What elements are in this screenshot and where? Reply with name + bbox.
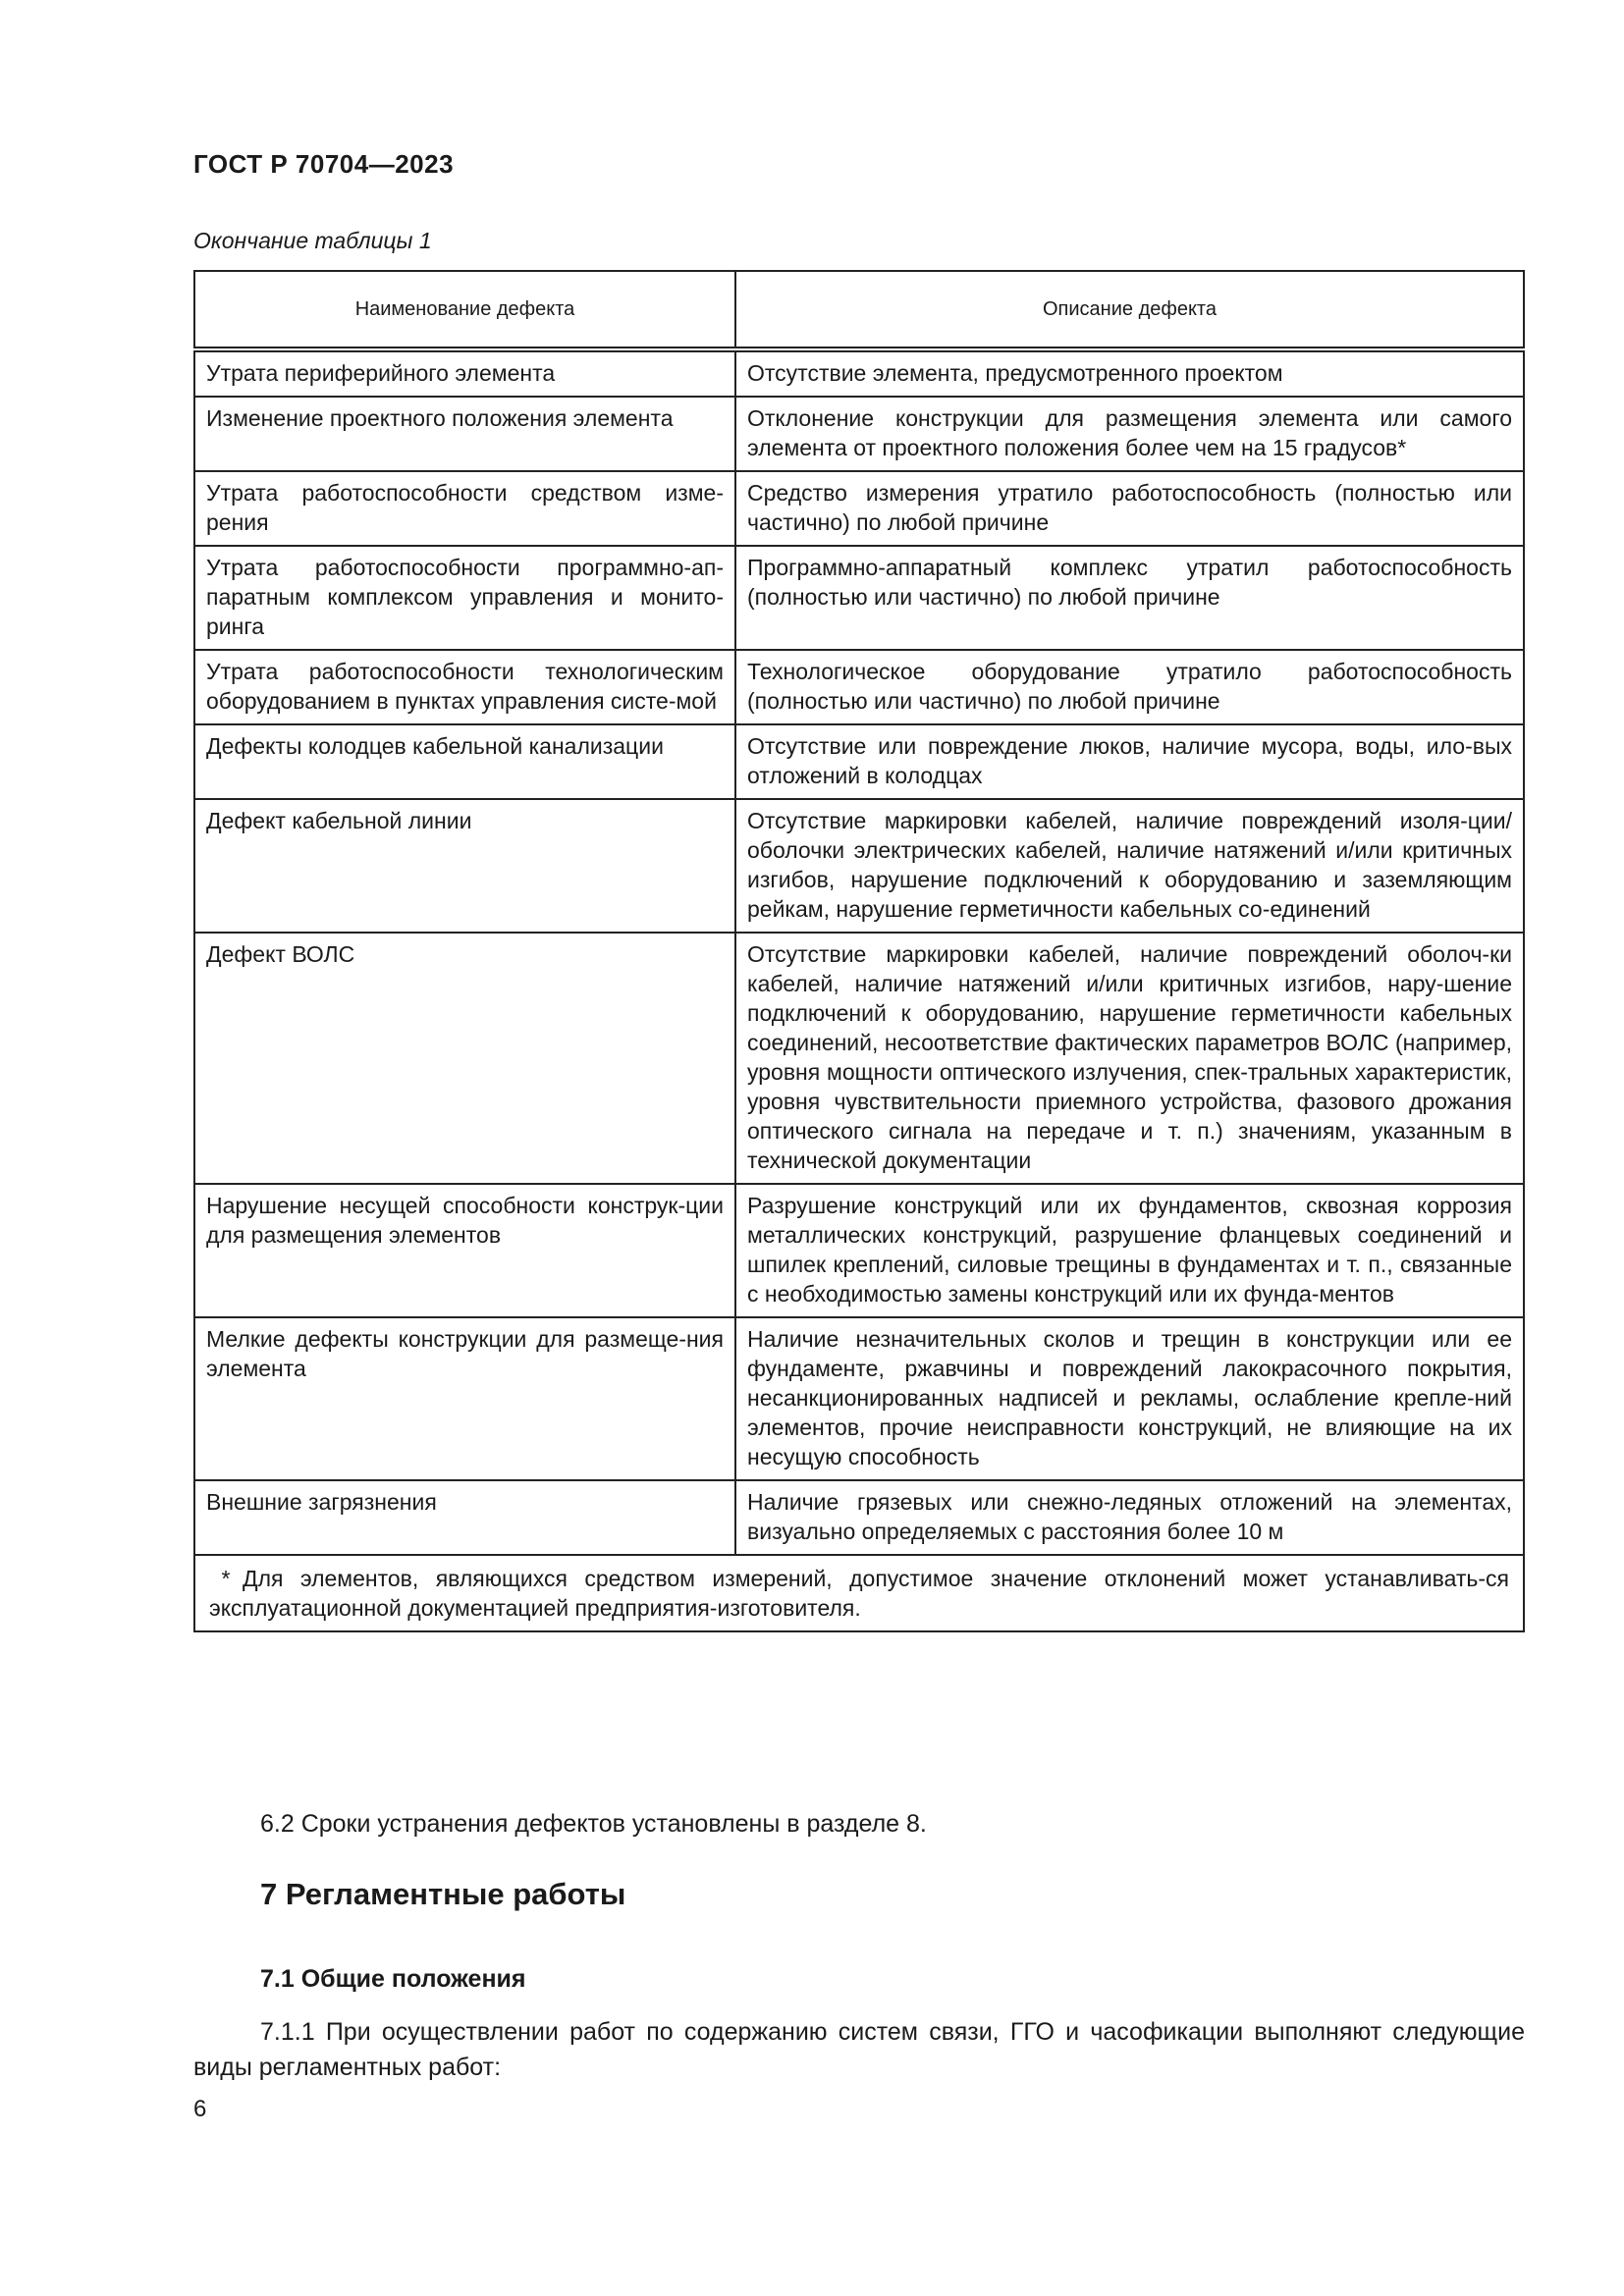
defect-description-cell: Разрушение конструкций или их фундаментов, сквозная коррозия металлических конструкций, разрушение фланцевых соединений и шпилек креплений, силовые трещины в фундаментах и т. п., связанные с необходимостью замены конструкций или их фунда-ментов: [735, 1184, 1524, 1317]
paragraph-7-1-1: 7.1.1 При осуществлении работ по содержанию систем связи, ГГО и часофикации выполняют следующие виды регламентных работ:: [193, 2018, 1525, 2081]
footnote-mark: *: [221, 1566, 231, 1591]
defect-description-cell: Технологическое оборудование утратило работоспособность (полностью или частично) по любой причине: [735, 650, 1524, 724]
defect-name-cell: Мелкие дефекты конструкции для размеще-ния элемента: [194, 1317, 735, 1480]
section-7-heading: 7 Регламентные работы: [260, 1877, 626, 1911]
table-row: [194, 799, 1524, 933]
paragraph-6-2: 6.2 Сроки устранения дефектов установлены в разделе 8.: [260, 1810, 927, 1838]
table-row: [194, 349, 1524, 397]
defect-description-cell: Отклонение конструкции для размещения элемента или самого элемента от проектного положения более чем на 15 градусов*: [735, 397, 1524, 471]
defect-name-cell: Утрата периферийного элемента: [194, 349, 735, 397]
defect-description-cell: Средство измерения утратило работоспособность (полностью или частично) по любой причине: [735, 471, 1524, 546]
table-row: [194, 724, 1524, 799]
table-row: [194, 650, 1524, 724]
document-header: ГОСТ Р 70704—2023: [193, 149, 455, 179]
defect-name-cell: Утрата работоспособности технологическим оборудованием в пунктах управления систе-мой: [194, 650, 735, 724]
defect-description-cell: Программно-аппаратный комплекс утратил работоспособность (полностью или частично) по любой причине: [735, 546, 1524, 650]
defect-name-cell: Дефект ВОЛС: [194, 933, 735, 1184]
column-header-name: Наименование дефекта: [194, 271, 735, 349]
table-row: [194, 1480, 1524, 1555]
defect-name-cell: Внешние загрязнения: [194, 1480, 735, 1555]
page-number: 6: [193, 2096, 207, 2122]
defect-description-cell: Отсутствие элемента, предусмотренного проектом: [735, 349, 1524, 397]
table-row: [194, 933, 1524, 1184]
table-row: [194, 471, 1524, 546]
defect-name-cell: Утрата работоспособности средством изме-рения: [194, 471, 735, 546]
column-header-description: Описание дефекта: [735, 271, 1524, 349]
table-row: [194, 1317, 1524, 1480]
table-footnote-row: [194, 1555, 1524, 1631]
table-footnote: [194, 1555, 1524, 1631]
table-row: [194, 397, 1524, 471]
footnote-text: Для элементов, являющихся средством измерений, допустимое значение отклонений может устанавливать-ся эксплуатационной документацией предприятия-изготовителя.: [209, 1566, 1509, 1621]
defect-description-cell: Наличие грязевых или снежно-ледяных отложений на элементах, визуально определяемых с расстояния более 10 м: [735, 1480, 1524, 1555]
table-header-row: [194, 271, 1524, 349]
defect-description-cell: Отсутствие маркировки кабелей, наличие повреждений оболоч-ки кабелей, наличие натяжений и/или критичных изгибов, нару-шение подключений к оборудованию, нарушение герметичности кабельных соединений, несоответствие фактических параметров ВОЛС (например, уровня мощности оптического излучения, спек-тральных характеристик, уровня чувствительности приемного устройства, фазового дрожания оптического сигнала на передаче и т. п.) значениям, указанным в технической документации: [735, 933, 1524, 1184]
defect-description-cell: Отсутствие или повреждение люков, наличие мусора, воды, ило-вых отложений в колодцах: [735, 724, 1524, 799]
section-7-1-heading: 7.1 Общие положения: [260, 1965, 526, 1993]
defect-name-cell: Утрата работоспособности программно-ап-паратным комплексом управления и монито-ринга: [194, 546, 735, 650]
defect-name-cell: Дефекты колодцев кабельной канализации: [194, 724, 735, 799]
defects-table: [193, 270, 1525, 1632]
defect-name-cell: Дефект кабельной линии: [194, 799, 735, 933]
table-row: [194, 546, 1524, 650]
table-row: [194, 1184, 1524, 1317]
defect-description-cell: Отсутствие маркировки кабелей, наличие повреждений изоля-ции/оболочки электрических кабелей, наличие натяжений и/или критичных изгибов, нарушение подключений к оборудованию и заземляющим рейкам, нарушение герметичности кабельных со-единений: [735, 799, 1524, 933]
defect-description-cell: Наличие незначительных сколов и трещин в конструкции или ее фундаменте, ржавчины и повреждений лакокрасочного покрытия, несанкционированных надписей и рекламы, ослабление крепле-ний элементов, прочие неисправности конструкций, не влияющие на их несущую способность: [735, 1317, 1524, 1480]
defect-name-cell: Нарушение несущей способности конструк-ции для размещения элементов: [194, 1184, 735, 1317]
table-caption: Окончание таблицы 1: [193, 228, 432, 253]
defect-name-cell: Изменение проектного положения элемента: [194, 397, 735, 471]
